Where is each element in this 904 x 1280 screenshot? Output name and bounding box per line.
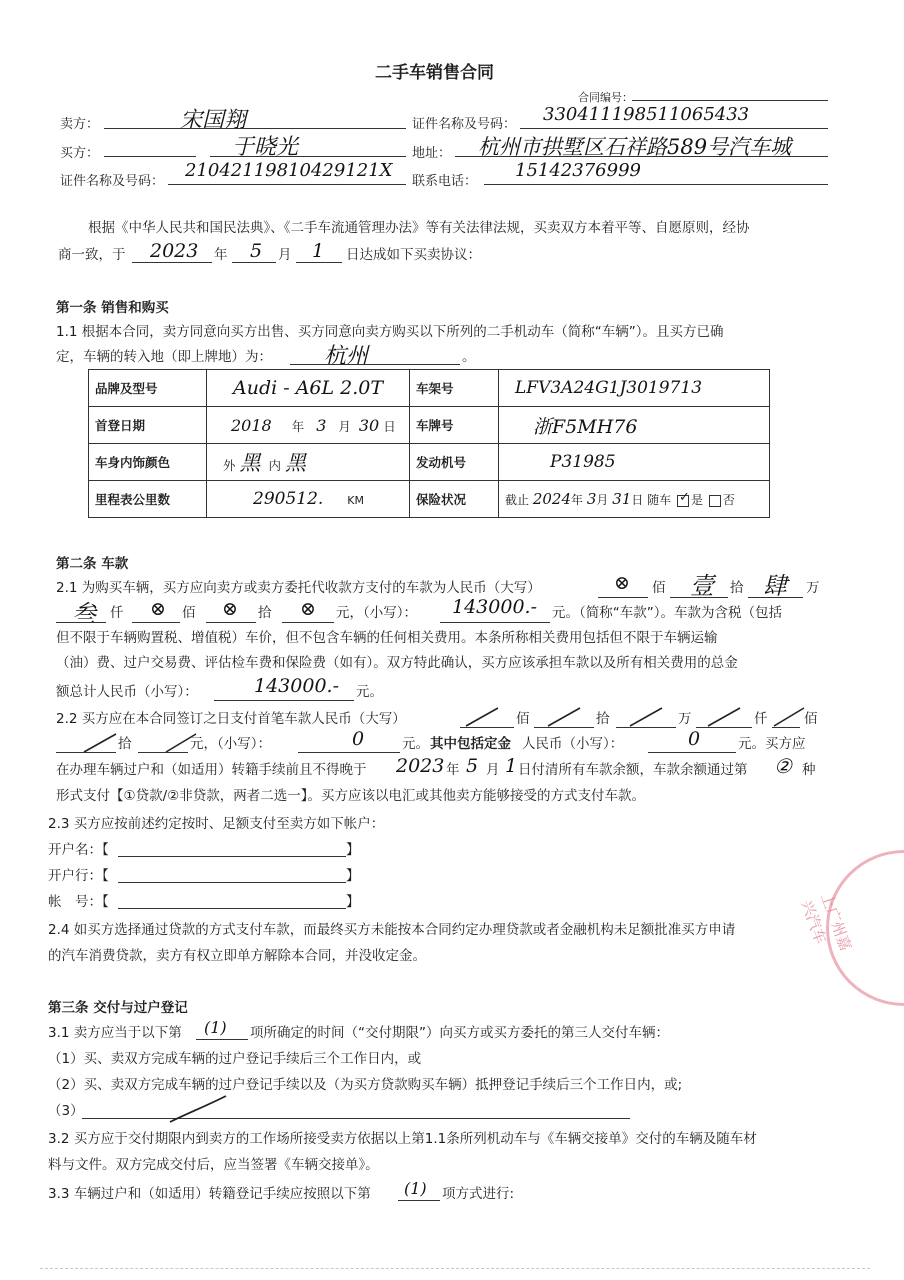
down-qian-line <box>696 727 752 728</box>
reg-month: 3 <box>316 415 327 435</box>
ins-prefix: 截止 <box>505 493 530 507</box>
article-2-title: 第二条 车款 <box>56 556 129 572</box>
deposit-label-2: 人民币（小写）： <box>522 736 624 752</box>
article-3-title: 第三条 交付与过户登记 <box>48 1000 188 1016</box>
article-3-option-1: （1）买、卖双方完成车辆的过户登记手续后三个工作日内，或 <box>48 1051 422 1067</box>
mileage-unit: KM <box>347 494 365 507</box>
brand-value: Audi - A6L 2.0T <box>233 377 384 399</box>
phone: 15142376999 <box>515 160 641 181</box>
buyer-label: 买方： <box>60 146 100 161</box>
reg-month-unit: 月 <box>338 418 351 434</box>
buyer-id-label: 证件名称及号码： <box>60 174 165 189</box>
article-2-3: 2.3 买方应按前述约定按时、足额支付至卖方如下帐户： <box>48 816 385 832</box>
price-qian-line <box>56 622 106 623</box>
article-3-3-a: 3.3 车辆过户和（如适用）转籍登记手续应按照以下第 <box>48 1186 371 1202</box>
ins-yes-checkbox[interactable]: ✓ <box>679 489 690 505</box>
ins-day: 31 <box>612 490 632 508</box>
seller-id: 330411198511065433 <box>543 104 750 125</box>
price-small: 143000.- <box>452 596 537 618</box>
intro-year: 2023 <box>150 240 199 262</box>
pay-day: 1 <box>505 755 518 777</box>
article-2-1-line-2-tail: 元。（简称“车款”）。车款为含税（包括 <box>552 605 782 621</box>
price-wan-unit: 万 <box>806 580 820 596</box>
price-shi-unit: 拾 <box>730 580 744 596</box>
intro-line-2b: 年 <box>214 247 228 263</box>
insurance-label: 保险状况 <box>410 481 499 518</box>
account-bank-label: 开户行：【 <box>48 868 109 884</box>
plate-value: 浙F5MH76 <box>533 415 638 438</box>
price-yuan-unit: 元，（小写）： <box>336 605 417 621</box>
ins-month: 3 <box>586 490 597 508</box>
engine-value: P31985 <box>550 452 616 472</box>
ins-day-unit: 日 随车 <box>631 493 672 507</box>
seller-id-label: 证件名称及号码： <box>412 117 517 132</box>
reg-day: 30 <box>358 415 380 435</box>
address-label: 地址： <box>412 146 452 161</box>
transfer-city-line <box>290 364 460 365</box>
int-color: 黑 <box>284 451 306 475</box>
article-3-2-a: 3.2 买方应于交付期限内到卖方的工作场所接受卖方依据以上第1.1条所列机动车与《车辆交接单》交付的车辆及随车材 <box>48 1131 757 1147</box>
phone-label: 联系电话： <box>412 174 478 189</box>
article-3-1-b: 项所确定的时间（“交付期限”）向买方或买方委托的第三人交付车辆： <box>250 1025 669 1041</box>
buyer-id: 21042119810429121X <box>185 160 393 181</box>
article-3-3-choice: (1) <box>404 1179 427 1198</box>
article-2-2-line-3: 在办理车辆过户和（如适用）转籍手续前且不得晚于 <box>56 762 367 778</box>
ins-year: 2024 <box>532 490 572 508</box>
reg-year-unit: 年 <box>291 418 305 434</box>
article-2-1-line-5: 额总计人民币（小写）： <box>56 684 198 700</box>
down-yuan-unit: 元，（小写）： <box>190 736 271 752</box>
down-wan-line <box>616 727 676 728</box>
article-3-option-3: （3） <box>48 1103 84 1119</box>
article-2-4-line-2: 的汽车消费贷款，卖方有权立即单方解除本合同，并没收定金。 <box>48 948 426 964</box>
account-no-label: 帐 号：【 <box>48 894 109 910</box>
buyer-name: 于晓光 <box>232 135 299 160</box>
brand-label: 品牌及型号 <box>89 370 207 407</box>
pay-year: 2023 <box>396 755 445 777</box>
article-2-4-line-1: 2.4 如买方选择通过贷款的方式支付车款，而最终买方未能按本合同约定办理贷款或者金融机构未足额批准买方申请 <box>48 922 736 938</box>
seller-id-line <box>520 128 828 129</box>
down-small-tail: 元。 <box>402 736 429 752</box>
color-label: 车身内饰颜色 <box>89 444 207 481</box>
article-3-option-3-line <box>82 1118 630 1119</box>
vin-label: 车架号 <box>410 370 499 407</box>
account-no-close: 】 <box>346 894 360 910</box>
down-shi-unit: 拾 <box>596 711 610 727</box>
transfer-city: 杭州 <box>324 344 369 369</box>
pay-method: ② <box>774 754 792 778</box>
price-bai-2-line <box>132 622 180 623</box>
intro-line-1: 根据《中华人民共和国民法典》、《二手车流通管理办法》等有关法律法规，买卖双方本着平等、自愿原则，经协 <box>88 220 750 236</box>
deposit-small-line <box>648 752 736 753</box>
price-qian-unit: 仟 <box>110 605 124 621</box>
pay-year-unit: 年 <box>446 762 460 778</box>
ext-prefix: 外 <box>223 458 236 473</box>
down-qian-unit: 仟 <box>754 711 768 727</box>
deposit-small: 0 <box>688 728 701 750</box>
option-3-strike <box>166 1094 236 1124</box>
intro-line-2d: 日达成如下买卖协议： <box>346 247 481 263</box>
page-bottom-edge <box>40 1268 870 1269</box>
down-small-line <box>298 752 400 753</box>
price-yuan-line <box>282 622 334 623</box>
pay-month-unit: 月 <box>486 762 500 778</box>
down-bai2-unit: 佰 <box>804 711 818 727</box>
page-title: 二手车销售合同 <box>375 63 494 83</box>
contract-no-label: 合同编号： <box>578 91 633 104</box>
price-bai-2: ⊗ <box>150 598 166 620</box>
down-bai2-line <box>772 727 800 728</box>
price-shi-2: ⊗ <box>222 598 238 620</box>
table-row <box>89 481 770 518</box>
article-2-1-line-5-tail: 元。 <box>356 684 383 700</box>
address-line <box>455 156 828 157</box>
seller-line <box>104 128 406 129</box>
article-3-option-2: （2）买、卖双方完成车辆的过户登记手续以及（为买方贷款购买车辆）抵押登记手续后三个工作日内，或; <box>48 1077 683 1093</box>
int-prefix: 内 <box>268 458 281 473</box>
down-bai-line <box>460 727 514 728</box>
down-yuan-line <box>138 752 188 753</box>
ins-year-unit: 年 <box>571 493 584 507</box>
account-bank-close: 】 <box>346 868 360 884</box>
reg-day-unit: 日 <box>383 418 396 434</box>
vehicle-info-table <box>88 369 770 518</box>
down-small: 0 <box>352 728 365 750</box>
intro-day: 1 <box>312 240 325 262</box>
intro-month: 5 <box>250 240 263 262</box>
pay-day-unit: 日付清所有车款余额，车款余额通过第 <box>518 762 748 778</box>
account-name-field[interactable] <box>118 856 346 857</box>
price-bai-unit: 佰 <box>652 580 666 596</box>
article-2-1-line-4: （油）费、过户交易费、评估检车费和保险费（如有）。双方特此确认，买方应该承担车款以及所有相关费用的总金 <box>56 655 738 671</box>
mileage-label: 里程表公里数 <box>89 481 207 518</box>
total-small: 143000.- <box>254 675 339 697</box>
article-2-2-line-1: 2.2 买方应在本合同签订之日支付首笔车款人民币（大写） <box>56 711 406 727</box>
article-3-3-line <box>398 1200 440 1201</box>
price-bai-line <box>598 597 648 598</box>
article-2-1-line-3: 但不限于车辆购置税、增值税）车价，但不包含车辆的任何相关费用。本条所称相关费用包括但不限于车辆运输 <box>56 630 718 646</box>
price-shi-2-line <box>206 622 256 623</box>
price-qian: 叁 <box>72 600 96 628</box>
address: 杭州市拱墅区石祥路589号汽车城 <box>478 135 792 159</box>
price-small-line <box>440 622 550 623</box>
buyer-line <box>104 156 196 157</box>
seller-name: 宋国翔 <box>180 108 247 133</box>
engine-label: 发动机号 <box>410 444 499 481</box>
intro-year-line <box>132 262 212 263</box>
account-name-label: 开户名：【 <box>48 842 109 858</box>
table-row <box>89 444 770 481</box>
table-row <box>89 407 770 444</box>
intro-day-line <box>296 262 342 263</box>
article-3-1-a: 3.1 卖方应当于以下第 <box>48 1025 182 1041</box>
ins-yes-label: 是 <box>691 493 704 507</box>
ins-no-checkbox[interactable] <box>709 495 721 507</box>
price-yuan: ⊗ <box>300 598 316 620</box>
article-3-1-choice: (1) <box>204 1018 227 1037</box>
price-shi-2-unit: 拾 <box>258 605 272 621</box>
ext-color: 黑 <box>239 451 261 475</box>
reg-date-label: 首登日期 <box>89 407 207 444</box>
intro-month-line <box>232 262 276 263</box>
article-2-2-line-4: 形式支付【①贷款/②非贷款，两者二选一】。买方应该以电汇或其他卖方能够接受的方式支付车款。 <box>56 788 646 804</box>
intro-line-2a: 商一致，于 <box>58 247 126 263</box>
seller-label: 卖方： <box>60 117 100 132</box>
article-1-1-line-c: 。 <box>462 349 476 365</box>
mileage-value: 290512. <box>253 489 324 509</box>
pay-method-unit: 种 <box>802 762 816 778</box>
down-shi-line <box>534 727 594 728</box>
ins-no-label: 否 <box>722 493 735 507</box>
price-bai-2-unit: 佰 <box>182 605 196 621</box>
price-wan: 肆 <box>763 572 787 600</box>
down-shi2-unit: 拾 <box>118 736 132 752</box>
buyer-id-line <box>168 184 406 185</box>
plate-label: 车牌号 <box>410 407 499 444</box>
table-row <box>89 370 770 407</box>
vin-value: LFV3A24G1J3019713 <box>515 378 703 398</box>
account-no-field[interactable] <box>118 908 346 909</box>
buyer-line-2 <box>210 156 406 157</box>
reg-year: 2018 <box>231 415 272 435</box>
price-wan-line <box>748 597 803 598</box>
article-1-title: 第一条 销售和购买 <box>56 300 169 316</box>
article-1-1-line-b: 定，车辆的转入地（即上牌地）为： <box>56 349 272 365</box>
price-bai: ⊗ <box>614 572 630 594</box>
deposit-label: 其中包括定金 <box>430 736 511 752</box>
article-3-1-line <box>196 1039 248 1040</box>
account-name-close: 】 <box>346 842 360 858</box>
article-3-3-b: 项方式进行: <box>442 1186 515 1202</box>
phone-line <box>484 184 828 185</box>
deposit-tail: 元。买方应 <box>738 736 806 752</box>
down-bai-unit: 佰 <box>516 711 530 727</box>
price-shi-line <box>670 597 728 598</box>
article-3-2-b: 料与文件。双方完成交付后，应当签署《车辆交接单》。 <box>48 1157 379 1173</box>
intro-line-2c: 月 <box>278 247 292 263</box>
article-2-1-line-1: 2.1 为购买车辆，买方应向卖方或卖方委托代收款方支付的车款为人民币（大写） <box>56 580 541 596</box>
article-1-1-line-a: 1.1 根据本合同，卖方同意向买方出售、买方同意向卖方购买以下所列的二手机动车（简称“车辆”）。且买方已确 <box>56 324 724 340</box>
account-bank-field[interactable] <box>118 882 346 883</box>
down-wan-unit: 万 <box>678 711 692 727</box>
ins-month-unit: 月 <box>596 493 609 507</box>
contract-no-line <box>632 100 828 101</box>
company-seal-text: 上广州嘉兴汽车 <box>797 890 855 954</box>
pay-month: 5 <box>466 755 479 777</box>
down-shi2-line <box>56 752 116 753</box>
price-shi: 壹 <box>690 572 714 600</box>
